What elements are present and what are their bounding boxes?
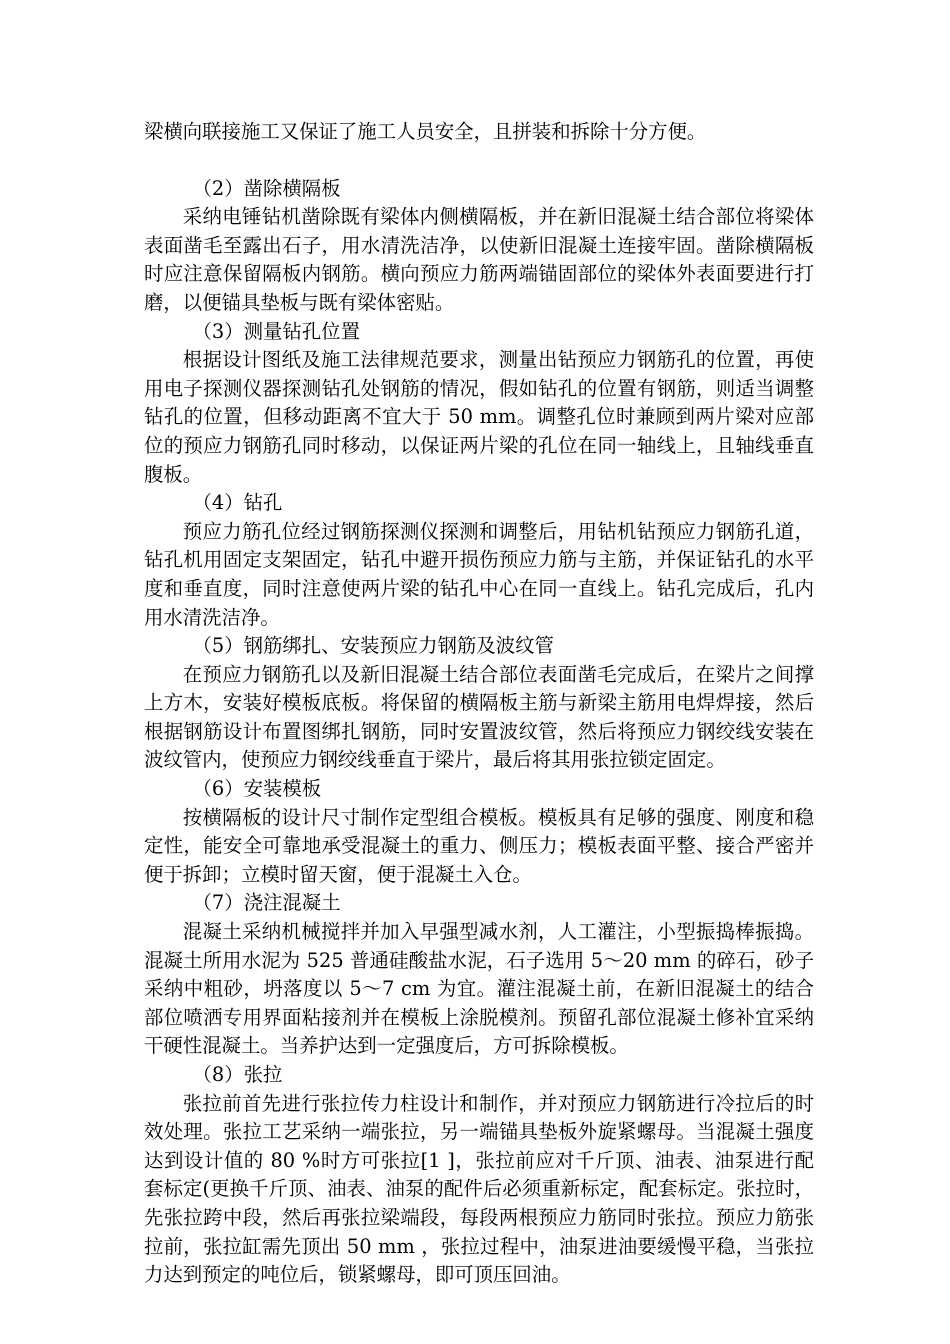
intro-paragraph: 梁横向联接施工又保证了施工人员安全，且拼装和拆除十分方便。 [144, 120, 707, 143]
section-body-8: 张拉前首先进行张拉传力柱设计和制作，并对预应力钢筋进行冷拉后的时效处理。张拉工艺采纳一端张拉，另一端锚具垫板外旋紧螺母。当混凝土强度达到设计值的 80 %时方可张拉[1 ]，张拉前应对千斤顶、油表、油泵进行配套标定(更换千斤顶、油表、油泵的配件后必须重新标定，配套标定。张拉时，先张拉跨中段，然后再张拉梁端段，每段两根预应力筋同时张拉。预应力筋张拉前，张拉缸需先顶出 50 mm ，张拉过程中，油泵进油要缓慢平稳，当张拉力达到预定的吨位后，锁紧螺母，即可顶压回油。 [144, 1091, 814, 1287]
section-body-7: 混凝土采纳机械搅拌并加入早强型减水剂，人工灌注，小型振捣棒振捣。混凝土所用水泥为 525 普通硅酸盐水泥，石子选用 5～20 mm 的碎石，砂子采纳中粗砂，坍落度以 5～7 cm 为宜。灌注混凝土前，在新旧混凝土的结合部位喷洒专用界面粘接剂并在模板上涂脱模剂。预留孔部位混凝土修补宜采纳干硬性混凝土。当养护达到一定强度后，方可拆除模板。 [144, 920, 814, 1058]
section-heading-8: （8）张拉 [192, 1063, 283, 1086]
section-heading-2: （2）凿除横隔板 [192, 176, 341, 200]
section-body-5: 在预应力钢筋孔以及新旧混凝土结合部位表面凿毛完成后，在梁片之间撑上方木，安装好模板底板。将保留的横隔板主筋与新梁主筋用电焊焊接，然后根据钢筋设计布置图绑扎钢筋，同时安置波纹管，然后将预应力钢绞线安装在波纹管内，使预应力钢绞线垂直于梁片，最后将其用张拉锁定固定。 [144, 662, 814, 772]
section-body-2: 采纳电锤钻机凿除既有梁体内侧横隔板，并在新旧混凝土结合部位将梁体表面凿毛至露出石子，用水清洗洁净，以使新旧混凝土连接牢固。凿除横隔板时应注意保留隔板内钢筋。横向预应力筋两端锚固部位的梁体外表面要进行打磨，以便锚具垫板与既有梁体密贴。 [144, 205, 814, 314]
section-body-3: 根据设计图纸及施工法律规范要求，测量出钻预应力钢筋孔的位置，再使用电子探测仪器探测钻孔处钢筋的情况，假如钻孔的位置有钢筋，则适当调整钻孔的位置，但移动距离不宜大于 50 mm。调整孔位时兼顾到两片梁对应部位的预应力钢筋孔同时移动，以保证两片梁的孔位在同一轴线上，且轴线垂直腹板。 [144, 348, 814, 486]
paragraph-gap [144, 147, 814, 175]
section-body-6: 按横隔板的设计尺寸制作定型组合模板。模板具有足够的强度、刚度和稳定性，能安全可靠地承受混凝土的重力、侧压力；模板表面平整、接合严密并便于拆卸；立模时留天窗，便于混凝土入仓。 [144, 805, 814, 886]
section-heading-6: （6）安装模板 [192, 777, 322, 801]
section-heading-5: （5）钢筋绑扎、安装预应力钢筋及波纹管 [192, 634, 554, 658]
section-heading-4: （4）钻孔 [192, 491, 283, 515]
section-body-4: 预应力筋孔位经过钢筋探测仪探测和调整后，用钻机钻预应力钢筋孔道，钻孔机用固定支架固定，钻孔中避开损伤预应力筋与主筋，并保证钻孔的水平度和垂直度，同时注意使两片梁的钻孔中心在同一直线上。钻孔完成后，孔内用水清洗洁净。 [144, 519, 814, 629]
section-heading-7: （7）浇注混凝土 [192, 891, 341, 915]
section-heading-3: （3）测量钻孔位置 [192, 319, 360, 343]
document-page [144, 118, 814, 1290]
